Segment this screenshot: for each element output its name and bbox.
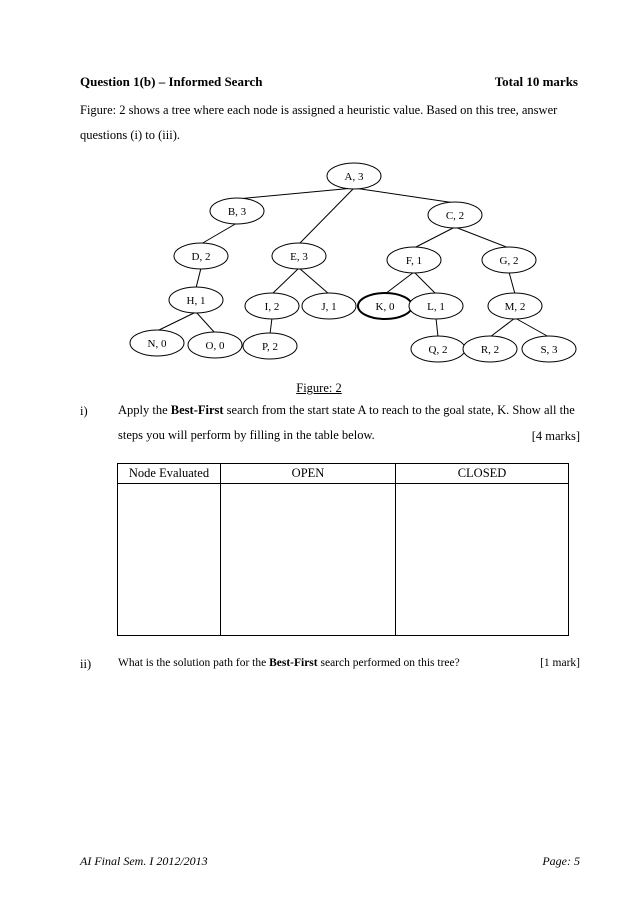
answer-table (117, 463, 569, 636)
node-Q (411, 336, 465, 362)
edge-H-N (157, 312, 196, 331)
node-F (387, 247, 441, 273)
cell-closed[interactable] (396, 484, 569, 636)
node-B (210, 198, 264, 224)
edge-E-I (272, 268, 299, 294)
node-D-label: D, 2 (191, 251, 211, 263)
node-E-label: E, 3 (290, 251, 308, 263)
question-title: Question 1(b) – Informed Search (80, 74, 263, 89)
node-D (174, 243, 228, 269)
edge-C-F (414, 227, 455, 248)
node-G-label: G, 2 (499, 255, 519, 267)
edge-G-M (509, 272, 515, 294)
edge-D-H (196, 268, 201, 288)
node-O-label: O, 0 (205, 340, 225, 352)
node-H (169, 287, 223, 313)
node-A-label: A, 3 (344, 171, 364, 183)
node-S-label: S, 3 (540, 344, 558, 356)
node-L (409, 293, 463, 319)
edge-L-Q (436, 318, 438, 337)
edge-E-J (299, 268, 329, 294)
total-marks: Total 10 marks (494, 74, 578, 89)
cell-node-evaluated[interactable] (118, 484, 221, 636)
node-F-label: F, 1 (405, 255, 423, 267)
node-J (302, 293, 356, 319)
node-I (245, 293, 299, 319)
edge-H-O (196, 312, 215, 333)
node-K (358, 293, 412, 319)
node-J-label: J, 1 (321, 301, 337, 313)
edge-A-B (237, 188, 354, 199)
question-ii-marks: [1 mark] (540, 657, 580, 669)
node-R (463, 336, 517, 362)
question-i-marks: [4 marks] (531, 429, 580, 443)
node-L-label: L, 1 (427, 301, 445, 313)
node-M (488, 293, 542, 319)
node-A (327, 163, 381, 189)
question-i-text: Apply the Best-First search from the start state A to reach to the goal state, K. Show all the steps you will perform by filling in the table below. (118, 403, 575, 442)
node-I-label: I, 2 (264, 301, 280, 313)
edge-C-G (455, 227, 509, 248)
node-N-label: N, 0 (147, 338, 167, 350)
node-B-label: B, 3 (227, 206, 247, 218)
edge-A-C (354, 188, 455, 203)
header-open: OPEN (221, 464, 396, 484)
node-S (522, 336, 576, 362)
edge-F-K (385, 272, 414, 294)
table-answer-row (118, 484, 569, 636)
edge-A-E (299, 188, 354, 244)
node-C (428, 202, 482, 228)
header-node-evaluated: Node Evaluated (118, 464, 221, 484)
table-header-row (118, 464, 569, 484)
node-G (482, 247, 536, 273)
node-N (130, 330, 184, 356)
figure-caption: Figure: 2 (296, 381, 342, 395)
question-ii-number: ii) (80, 657, 92, 671)
header-closed: CLOSED (396, 464, 569, 484)
node-E (272, 243, 326, 269)
node-P-label: P, 2 (262, 341, 278, 353)
footer-page-number: Page: 5 (542, 854, 580, 868)
footer-course: AI Final Sem. I 2012/2013 (80, 854, 208, 868)
question-i-number: i) (80, 404, 88, 418)
edge-M-R (490, 318, 515, 337)
edge-I-P (270, 318, 272, 334)
node-O (188, 332, 242, 358)
edge-M-S (515, 318, 549, 337)
edge-F-L (414, 272, 436, 294)
tree-diagram (0, 160, 638, 370)
tree-nodes (130, 163, 576, 362)
edge-B-D (201, 223, 237, 244)
node-C-label: C, 2 (445, 210, 465, 222)
node-R-label: R, 2 (480, 344, 500, 356)
intro-paragraph: Figure: 2 shows a tree where each node is assigned a heuristic value. Based on this tree, answer questions (i) to (iii). (80, 103, 558, 142)
node-M-label: M, 2 (504, 301, 526, 313)
node-Q-label: Q, 2 (428, 344, 448, 356)
node-K-label: K, 0 (375, 301, 395, 313)
node-H-label: H, 1 (186, 295, 206, 307)
question-ii-text: What is the solution path for the Best-First search performed on this tree? (118, 657, 460, 669)
cell-open[interactable] (221, 484, 396, 636)
node-P (243, 333, 297, 359)
